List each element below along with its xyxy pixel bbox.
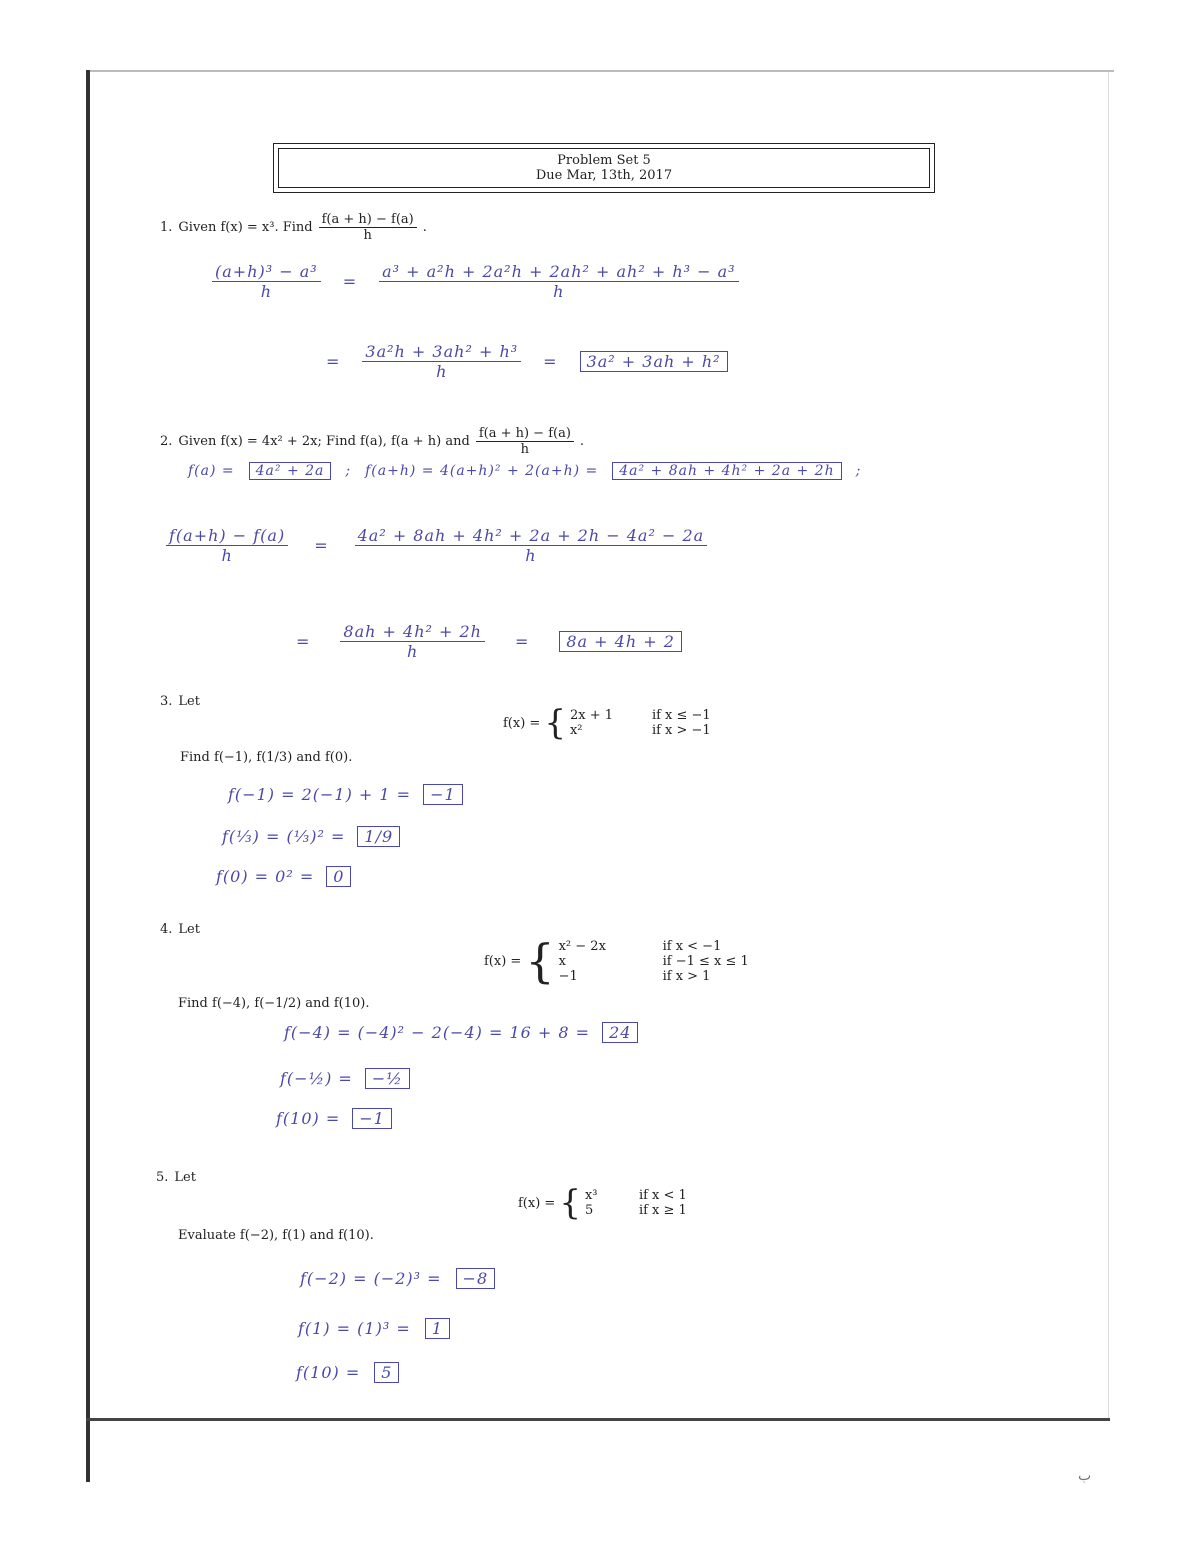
- problem-text: Given f(x) = x³. Find: [178, 220, 313, 235]
- period: .: [579, 434, 585, 449]
- hw-denominator: h: [407, 642, 419, 661]
- frac-numerator: f(a + h) − f(a): [319, 212, 417, 228]
- problem-2-statement: [160, 426, 584, 457]
- scan-edge-left: [86, 70, 90, 1482]
- hw-expression: f(10) =: [296, 1363, 361, 1382]
- hw-numerator: f(a+h) − f(a): [166, 526, 288, 546]
- hw-denominator: h: [525, 546, 537, 565]
- hw-fraction: [166, 526, 288, 565]
- problem-2-work-line-1: [188, 462, 861, 480]
- boxed-answer: 24: [602, 1022, 638, 1043]
- hw-expression: f(−4) = (−4)² − 2(−4) = 16 + 8 =: [284, 1023, 591, 1042]
- problem-5-work-3: [296, 1362, 399, 1383]
- problem-4-work-3: [276, 1108, 392, 1129]
- problem-text: Given f(x) = 4x² + 2x; Find f(a), f(a + h) and: [178, 434, 470, 449]
- case-expression: 2x + 1: [569, 708, 613, 723]
- hw-label: f(a) =: [188, 463, 235, 479]
- problem-4-work-1: [284, 1022, 638, 1043]
- problem-1-work-line-1: [212, 262, 739, 301]
- hw-fraction: [212, 262, 321, 301]
- problem-3-work-1: [228, 784, 463, 805]
- boxed-answer: 3a² + 3ah + h²: [580, 351, 728, 372]
- hw-equals: =: [543, 352, 558, 371]
- problem-5-piecewise: [518, 1183, 687, 1223]
- problem-3-work-2: [222, 826, 400, 847]
- problem-text: Let: [174, 1170, 196, 1185]
- problem-number: 5.: [156, 1170, 169, 1185]
- frac-denominator: h: [363, 228, 372, 243]
- boxed-answer: 1/9: [357, 826, 400, 847]
- left-brace: {: [525, 934, 555, 988]
- case-expression: −1: [558, 968, 578, 984]
- hw-expression: f(0) = 0² =: [216, 867, 315, 886]
- scan-edge-right: [1108, 72, 1109, 1418]
- hw-expression: f(−2) = (−2)³ =: [300, 1269, 442, 1288]
- scan-edge-bottom: [86, 1418, 1110, 1421]
- frac-denominator: h: [520, 442, 530, 457]
- case-expression: x: [558, 953, 566, 969]
- problem-number: 4.: [160, 922, 173, 937]
- difference-quotient: [319, 212, 417, 243]
- hw-equals: =: [314, 536, 329, 555]
- boxed-answer: −1: [423, 784, 463, 805]
- problem-2-work-line-2: [166, 526, 707, 565]
- boxed-answer: −8: [456, 1268, 496, 1289]
- due-date: Due Mar, 13th, 2017: [535, 168, 673, 183]
- case-condition: if −1 ≤ x ≤ 1: [662, 953, 749, 969]
- boxed-answer: 0: [326, 866, 351, 887]
- hw-expression: f(−1) = 2(−1) + 1 =: [228, 785, 412, 804]
- hw-numerator: 8ah + 4h² + 2h: [340, 622, 485, 642]
- boxed-answer: 1: [425, 1318, 450, 1339]
- case-condition: if x ≤ −1: [651, 708, 711, 723]
- case-expression: 5: [584, 1203, 594, 1218]
- hw-fraction: [340, 622, 485, 661]
- case-expression: x³: [584, 1188, 598, 1203]
- hw-denominator: h: [436, 362, 448, 381]
- hw-equals: =: [326, 352, 341, 371]
- boxed-answer: 8a + 4h + 2: [559, 631, 682, 652]
- function-label: f(x) =: [484, 953, 522, 969]
- boxed-answer: −1: [352, 1108, 392, 1129]
- period: .: [422, 220, 427, 235]
- hw-denominator: h: [221, 546, 233, 565]
- case-condition: if x > 1: [662, 968, 711, 984]
- hw-equals: =: [342, 272, 358, 291]
- hw-separator: ;: [855, 463, 862, 479]
- hw-expression: f(−½) =: [280, 1069, 353, 1088]
- case-condition: if x < 1: [638, 1188, 687, 1203]
- problem-4-work-2: [280, 1068, 410, 1089]
- hw-fraction: [355, 526, 708, 565]
- hw-expression: f(10) =: [276, 1109, 341, 1128]
- boxed-answer: 4a² + 2a: [249, 462, 332, 480]
- problem-3-piecewise: [503, 703, 711, 743]
- hw-numerator: a³ + a²h + 2a²h + 2ah² + ah² + h³ − a³: [379, 262, 738, 282]
- corner-stray-mark: ب: [1078, 1468, 1092, 1484]
- problem-4-statement: [160, 922, 200, 937]
- function-label: f(x) =: [518, 1195, 556, 1211]
- hw-expression: f(a+h) = 4(a+h)² + 2(a+h) =: [365, 463, 599, 479]
- hw-equals: =: [514, 632, 530, 651]
- hw-numerator: 3a²h + 3ah² + h³: [362, 342, 521, 362]
- hw-expression: f(1) = (1)³ =: [298, 1319, 411, 1338]
- problem-4-find: Find f(−4), f(−1/2) and f(10).: [178, 996, 370, 1011]
- hw-fraction: [379, 262, 738, 301]
- page-title: Problem Set 5: [557, 153, 651, 168]
- left-brace: {: [544, 703, 566, 743]
- hw-denominator: h: [260, 282, 272, 301]
- problem-text: Let: [178, 922, 200, 937]
- problem-3-statement: [160, 694, 200, 709]
- left-brace: {: [559, 1183, 581, 1223]
- case-condition: if x < −1: [662, 938, 722, 954]
- hw-numerator: (a+h)³ − a³: [212, 262, 321, 282]
- problem-4-piecewise: [484, 934, 749, 988]
- problem-text: Let: [178, 694, 200, 709]
- problem-3-find: Find f(−1), f(1/3) and f(0).: [180, 750, 353, 765]
- boxed-answer: 5: [374, 1362, 399, 1383]
- function-label: f(x) =: [503, 715, 541, 731]
- scan-edge-top: [90, 70, 1114, 72]
- problem-3-work-3: [216, 866, 351, 887]
- problem-1-statement: [160, 212, 427, 243]
- hw-expression: f(⅓) = (⅓)² =: [222, 827, 346, 846]
- problem-number: 3.: [160, 694, 173, 709]
- problem-5-work-1: [300, 1268, 495, 1289]
- problem-5-statement: [156, 1170, 196, 1185]
- case-expression: x²: [569, 723, 583, 738]
- boxed-answer: −½: [365, 1068, 410, 1089]
- hw-separator: ;: [345, 463, 352, 479]
- problem-5-work-2: [298, 1318, 450, 1339]
- hw-fraction: [362, 342, 521, 381]
- hw-denominator: h: [553, 282, 565, 301]
- difference-quotient: [476, 426, 574, 457]
- case-condition: if x ≥ 1: [638, 1203, 687, 1218]
- hw-equals: =: [296, 632, 311, 651]
- case-expression: x² − 2x: [558, 938, 606, 954]
- hw-numerator: 4a² + 8ah + 4h² + 2a + 2h − 4a² − 2a: [355, 526, 708, 546]
- header-box: [273, 143, 935, 193]
- frac-numerator: f(a + h) − f(a): [476, 426, 574, 442]
- case-condition: if x > −1: [651, 723, 711, 738]
- boxed-answer: 4a² + 8ah + 4h² + 2a + 2h: [612, 462, 841, 480]
- problem-1-work-line-2: [326, 342, 728, 381]
- problem-5-find: Evaluate f(−2), f(1) and f(10).: [178, 1228, 374, 1243]
- problem-2-work-line-3: [296, 622, 682, 661]
- problem-number: 2.: [160, 434, 173, 449]
- problem-number: 1.: [160, 220, 173, 235]
